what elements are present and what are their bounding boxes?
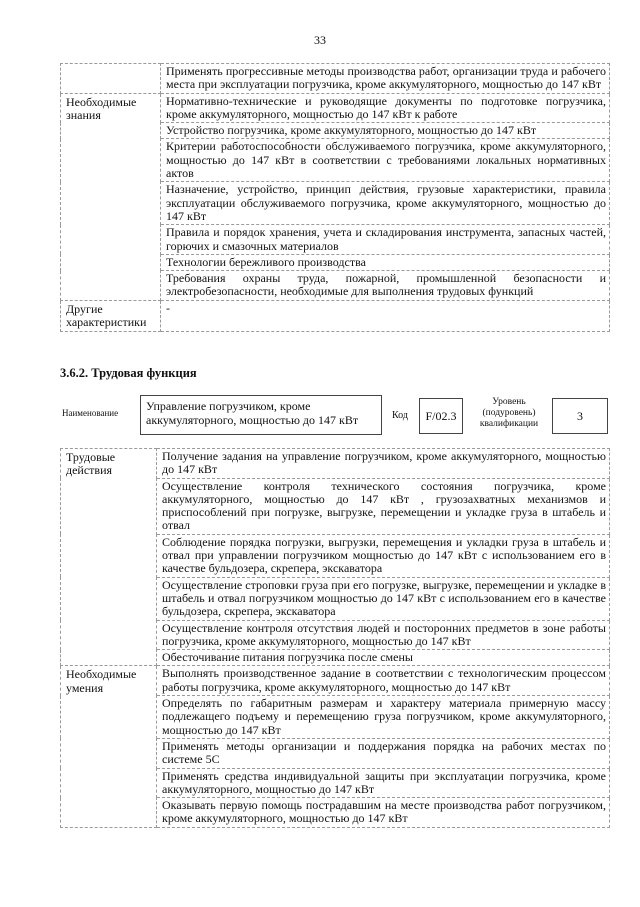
- table-cell: -: [161, 300, 610, 332]
- function-name-box: Управление погрузчиком, кроме аккумуляторного, мощностью до 147 кВт: [140, 395, 382, 435]
- table-cell: Соблюдение порядка погрузки, выгрузки, перемещения и укладки груза в штабель и отвал при управлении погрузчиком мощностью до 147 кВт с использованием его в качестве бульдозера, скрепера, экскаватора: [157, 534, 610, 577]
- knowledge-table: [60, 63, 610, 332]
- row-label: Другие характеристики: [61, 300, 161, 332]
- row-label: Необходимые знания: [61, 93, 161, 300]
- table-cell: Правила и порядок хранения, учета и складирования инструмента, запасных частей, горючих и смазочных материалов: [161, 225, 610, 255]
- table-row: [61, 449, 610, 479]
- table-cell: Осуществление контроля технического состояния погрузчика, кроме аккумуляторного, мощностью до 147 кВт , грузозахватных механизмов и приспособлений при погрузке, выгрузке, перемещении и укладке груза в штабель и отвал: [157, 478, 610, 534]
- row-label: [61, 64, 161, 94]
- table-cell: Устройство погрузчика, кроме аккумуляторного, мощностью до 147 кВт: [161, 123, 610, 139]
- table-cell: Определять по габаритным размерам и характеру материала примерную массу подлежащего подъему и перемещению груза погрузчиком, кроме аккумуляторного, мощностью до 147 кВт: [157, 696, 610, 739]
- table-cell: Применять средства индивидуальной защиты при эксплуатации погрузчика, кроме аккумуляторного, мощностью до 147 кВт: [157, 768, 610, 798]
- table-row: [61, 64, 610, 94]
- name-label: Наименование: [62, 408, 119, 418]
- table-cell: Применять прогрессивные методы производства работ, организации труда и рабочего места при эксплуатации погрузчика, кроме аккумуляторного, мощностью до 147 кВт: [161, 64, 610, 94]
- actions-skills-table-body: [61, 449, 610, 828]
- table-cell: Применять методы организации и поддержания порядка на рабочих местах по системе 5С: [157, 738, 610, 768]
- code-label: Код: [392, 410, 408, 421]
- row-label: Необходимые умения: [61, 666, 157, 827]
- table-cell: Назначение, устройство, принцип действия, грузовые характеристики, правила эксплуатации обслуживаемого погрузчика, кроме аккумуляторного, мощностью до 147 кВт: [161, 182, 610, 225]
- table-cell: Нормативно-технические и руководящие документы по подготовке погрузчика, кроме аккумуляторного, мощностью до 147 кВт к работе: [161, 93, 610, 123]
- code-value-box: F/02.3: [419, 398, 463, 434]
- actions-skills-table: [60, 448, 610, 828]
- table-cell: Осуществление строповки груза при его погрузке, выгрузке, перемещении и укладке в штабель и отвал погрузчиком мощностью до 147 кВт с использованием его в качестве бульдозера, скрепера, экскаватора: [157, 577, 610, 620]
- table-cell: Обесточивание питания погрузчика после смены: [157, 650, 610, 666]
- table-cell: Осуществление контроля отсутствия людей и посторонних предметов в зоне работы погрузчика, кроме аккумуляторного, мощностью до 147 кВт: [157, 620, 610, 650]
- table-cell: Критерии работоспособности обслуживаемого погрузчика, кроме аккумуляторного, мощностью до 147 кВт в соответствии с требованиями локальных нормативных актов: [161, 139, 610, 182]
- table-cell: Технологии бережливого производства: [161, 254, 610, 270]
- table-cell: Требования охраны труда, пожарной, промышленной безопасности и электробезопасности, необходимые для выполнения трудовых функций: [161, 271, 610, 301]
- level-value-box: 3: [552, 398, 608, 434]
- table-row: [61, 666, 610, 696]
- knowledge-table-body: [61, 64, 610, 332]
- page-number: 33: [314, 33, 326, 47]
- table-row: [61, 300, 610, 332]
- table-cell: Выполнять производственное задание в соответствии с технологическим процессом работы погрузчика, кроме аккумуляторного, мощностью до 147 кВт: [157, 666, 610, 696]
- table-cell: Оказывать первую помощь пострадавшим на месте производства работ погрузчиком, кроме аккумуляторного, мощностью до 147 кВт: [157, 798, 610, 828]
- row-label: Трудовые действия: [61, 449, 157, 666]
- table-cell: Получение задания на управление погрузчиком, кроме аккумуляторного, мощностью до 147 кВт: [157, 449, 610, 479]
- table-row: [61, 93, 610, 123]
- level-label: Уровень (подуровень) квалификации: [479, 397, 539, 429]
- section-heading: 3.6.2. Трудовая функция: [60, 366, 197, 380]
